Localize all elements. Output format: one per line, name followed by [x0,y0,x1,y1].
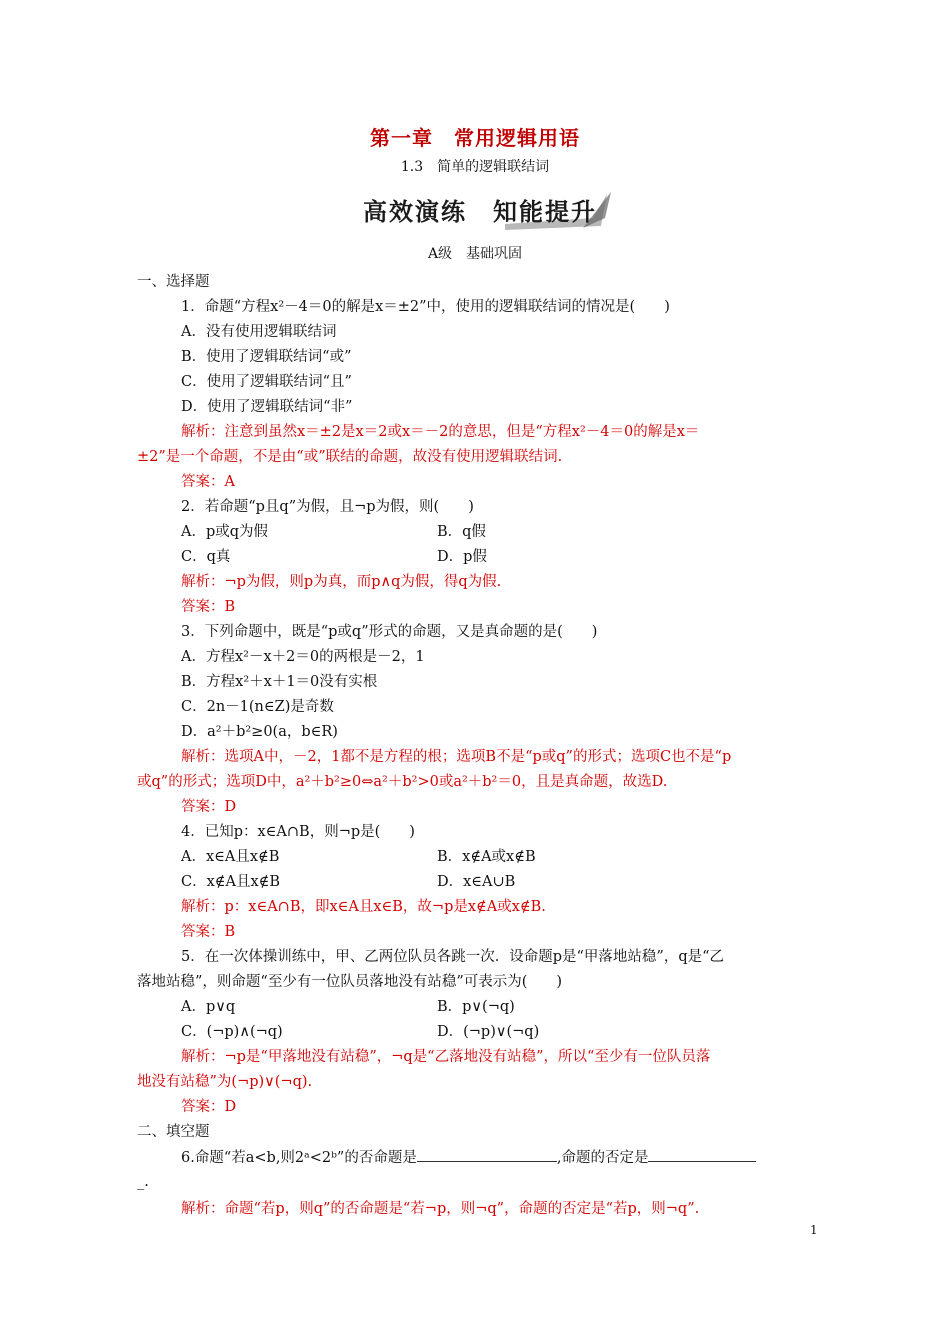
option-c: C．2n－1(n∈Z)是奇数 [181,699,334,715]
answer: 答案：A [181,474,235,490]
option-d: D．使用了逻辑联结词“非” [181,399,353,415]
answer-blank[interactable] [648,1147,756,1162]
banner-title: 高效演练 知能提升 [363,198,597,226]
section-title: 1.3 简单的逻辑联结词 [400,159,550,175]
analysis-continued: ±2”是一个命题，不是由“或”联结的命题，故没有使用逻辑联结词. [137,449,563,465]
level-title: A级 基础巩固 [427,246,523,262]
question-stem: 1．命题“方程x²－4＝0的解是x＝±2”中，使用的逻辑联结词的情况是( ) [181,299,670,315]
question-stem: 2．若命题“p且q”为假，且¬p为假，则( ) [181,499,474,515]
option-d: D．a²＋b²≥0(a，b∈R) [181,724,338,740]
question-stem [181,1147,756,1168]
option-c: C．使用了逻辑联结词“且” [181,374,352,390]
analysis: 解析：选项A中，－2，1都不是方程的根；选项B不是“p或q”的形式；选项C也不是“p [181,749,732,765]
option-c: C．x∉A且x∉B [181,874,281,890]
analysis: 解析：注意到虽然x＝±2是x＝2或x＝－2的意思，但是“方程x²－4＝0的解是x＝ [181,424,700,440]
option-a: A．方程x²－x＋2＝0的两根是－2，1 [181,649,425,665]
option-b: B．x∉A或x∉B [437,849,536,865]
answer: 答案：B [181,924,236,940]
option-b: B．使用了逻辑联结词“或” [181,349,352,365]
part-heading: 二、填空题 [137,1124,210,1140]
option-b: B．p∨(¬q) [437,999,515,1015]
answer: 答案：D [181,799,237,815]
analysis: 解析：命题“若p，则q”的否命题是“若¬p，则¬q”，命题的否定是“若p，则¬q”. [181,1201,700,1217]
option-a: A．p∨q [181,999,236,1015]
option-a: A．x∈A且x∉B [181,849,280,865]
option-d: D．(¬p)∨(¬q) [437,1024,540,1040]
question-stem-continued: _. [137,1174,149,1190]
question-stem-text: 6.命题“若a<b,则2ᵃ<2ᵇ”的否命题是 [181,1150,417,1166]
option-b: B．q假 [437,524,486,540]
question-stem-text: ,命题的否定是 [556,1150,649,1166]
banner [355,188,615,234]
answer: 答案：D [181,1099,237,1115]
question-stem: 3．下列命题中，既是“p或q”形式的命题，又是真命题的是( ) [181,624,598,640]
option-d: D．x∈A∪B [437,874,516,890]
answer-blank[interactable] [417,1147,557,1162]
analysis-continued: 地没有站稳”为(¬p)∨(¬q). [137,1074,313,1090]
analysis: 解析：p：x∈A∩B，即x∈A且x∈B，故¬p是x∉A或x∉B. [181,899,546,915]
answer: 答案：B [181,599,236,615]
analysis: 解析：¬p为假，则p为真，而p∧q为假，得q为假. [181,574,502,590]
question-stem: 4．已知p：x∈A∩B，则¬p是( ) [181,824,415,840]
part-heading: 一、选择题 [137,274,210,290]
option-c: C．q真 [181,549,231,565]
analysis-continued: 或q”的形式；选项D中，a²＋b²≥0⇔a²＋b²>0或a²＋b²＝0，且是真命题，故选D. [137,774,668,790]
option-a: A．p或q为假 [181,524,269,540]
option-c: C．(¬p)∧(¬q) [181,1024,283,1040]
analysis: 解析：¬p是“甲落地没有站稳”，¬q是“乙落地没有站稳”，所以“至少有一位队员落 [181,1049,711,1065]
question-stem-continued: 落地站稳”，则命题“至少有一位队员落地没有站稳”可表示为( ) [137,974,563,990]
option-b: B．方程x²＋x＋1＝0没有实根 [181,674,378,690]
option-d: D．p假 [437,549,487,565]
option-a: A．没有使用逻辑联结词 [181,324,337,340]
question-stem: 5．在一次体操训练中，甲、乙两位队员各跳一次．设命题p是“甲落地站稳”，q是“乙 [181,949,725,965]
chapter-title: 第一章 常用逻辑用语 [370,126,580,150]
page-number: 1 [810,1223,818,1237]
